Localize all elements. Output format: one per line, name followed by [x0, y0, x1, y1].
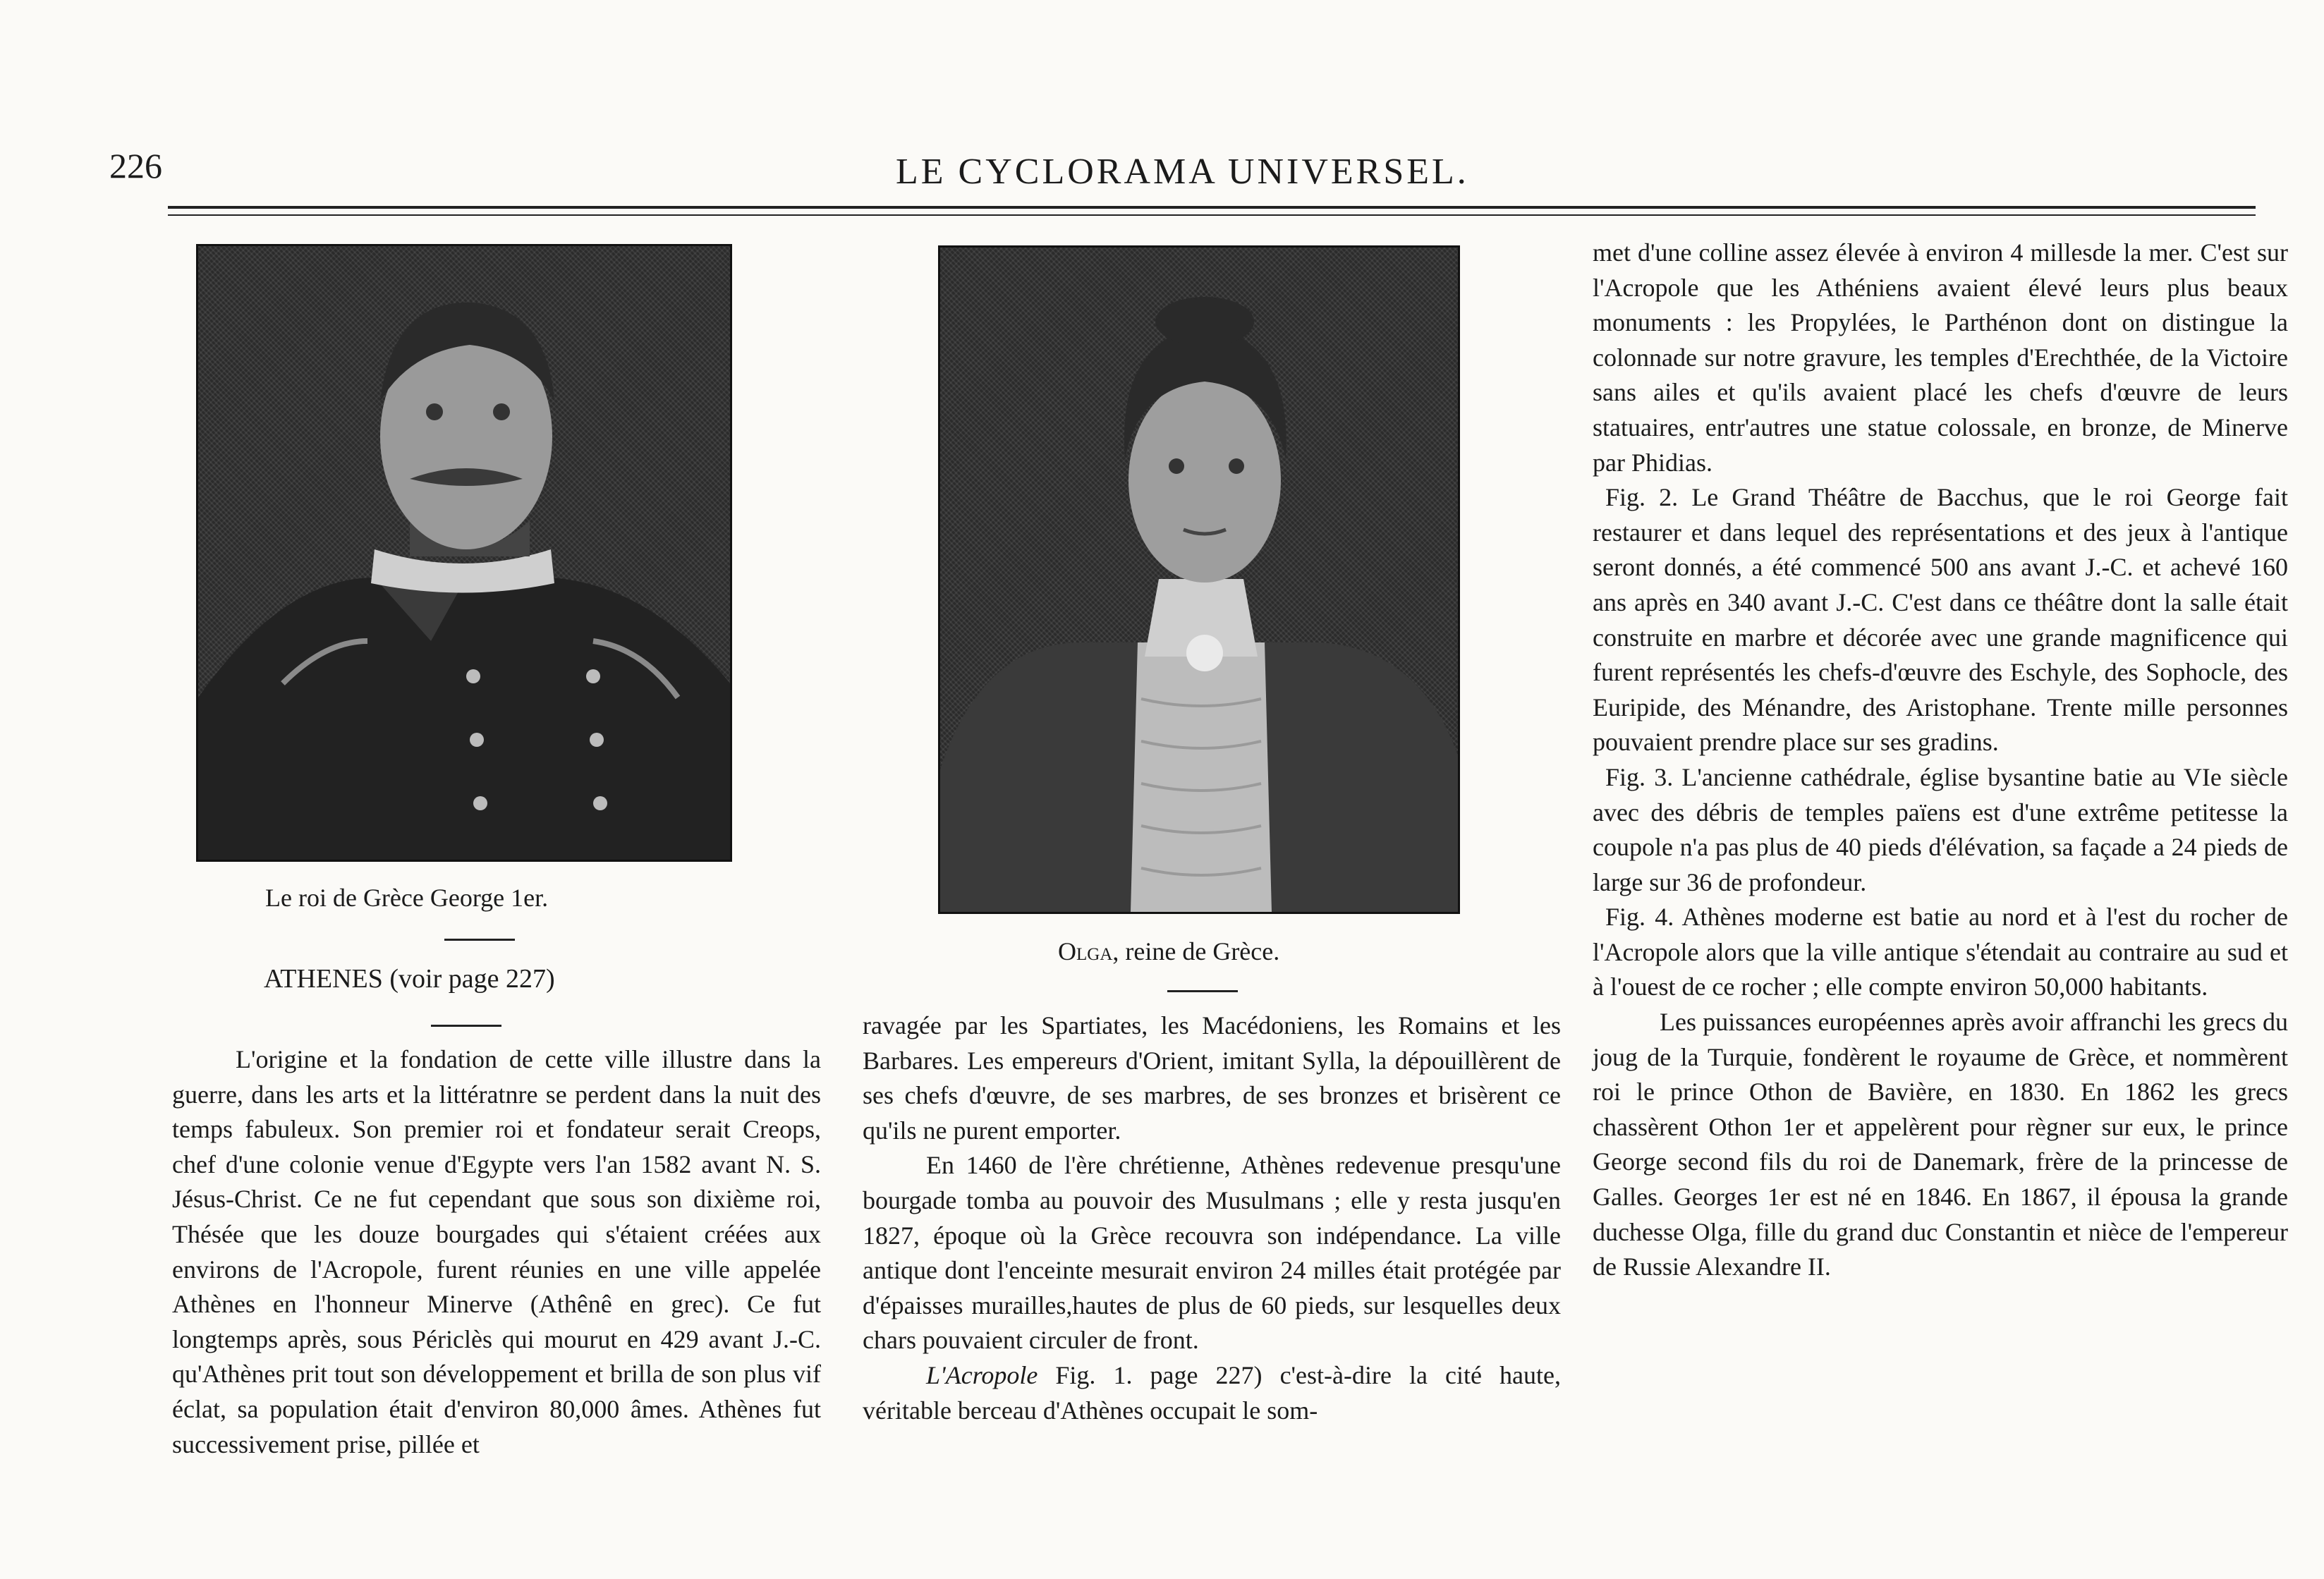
section-heading: ATHENES (voir page 227) [264, 964, 555, 994]
paragraph-fig-3: Fig. 3. L'ancienne cathédrale, église bysantine batie au VIe siècle avec des débris de temples païens est d'une extrême petitesse la coupole n'a pas plus de 40 pieds d'élévation, sa façade a 24 pieds de large sur 36 de profondeur. [1593, 762, 2288, 896]
text-column-left [172, 1042, 821, 1462]
header-rule-thick [168, 206, 2256, 209]
queen-caption-rest: reine de Grèce. [1119, 937, 1280, 965]
queen-caption-divider [1167, 990, 1238, 992]
running-title: LE CYCLORAMA UNIVERSEL. [896, 152, 1469, 192]
text-column-right [1593, 236, 2288, 1285]
paragraph-1460: En 1460 de l'ère chrétienne, Athènes redevenue presqu'une bourgade tomba au pouvoir des Musulmans ; elle y resta jusqu'en 1827, époque où la Grèce recouvra son indépendance. La ville antique dont l'enceinte mesurait environ 24 milles était protégée par d'épaisses murailles,hautes de plus de 60 pieds, sur lesquelles deux chars pouvaient circuler de front. [863, 1151, 1561, 1355]
paragraph-athens-origin: L'origine et la fondation de cette ville illustre dans la guerre, dans les arts et la littératnre se perdent dans la nuit des temps fabuleux. Son premier roi et fondateur serait Creops, chef d'une colonie venue d'Egypte vers l'an 1582 avant N. S. Jésus-Christ. Ce ne fut cependant que sous son dixième roi, Thésée que les douze bourgades qui s'étaient créées aux environs de l'Acropole, furent réunies en une ville appelée Athènes en l'honneur Minerve (Athênê en grec). Ce fut longtemps après, sous Périclès qui mourut en 429 avant J.-C. qu'Athènes prit tout son développement et brilla de son plus vif éclat, sa population était d'environ 80,000 âmes. Athènes fut successivement prise, pillée et [172, 1045, 821, 1458]
paragraph-continuation: ravagée par les Spartiates, les Macédoniens, les Romains et les Barbares. Les empereurs d'Orient, imitant Sylla, la dépouillèrent de ses chefs d'œuvre, de ses marbres, de ses bronzes et brisèrent ce qu'ils ne purent emporter. [863, 1011, 1561, 1145]
heading-divider [431, 1025, 501, 1027]
paragraph-acropole-continued: met d'une colline assez élevée à environ 4 millesde la mer. C'est sur l'Acropole que les Athéniens avaient élevé leurs plus beaux monuments : les Propylées, le Parthénon dont on distingue la colonnade sur notre gravure, les temples d'Erechthée, de la Victoire sans ailes et qu'ils avaient placé les chefs d'œuvre de leurs statuaires, entr'autres une statue colossale, en bronze, de Minerve par Phidias. [1593, 238, 2288, 477]
acropole-heading: L'Acropole [926, 1360, 1038, 1389]
paragraph-acropole [863, 1358, 1561, 1428]
caption-divider [444, 939, 515, 941]
queen-caption-name: Olga, [1058, 937, 1119, 965]
acropole-text: Fig. 1. page 227) c'est-à-dire la cité haute, véritable berceau d'Athènes occupait le som- [863, 1360, 1561, 1425]
king-portrait-image [196, 244, 732, 862]
queen-caption [1058, 937, 1279, 966]
page-number: 226 [109, 146, 162, 185]
king-caption: Le roi de Grèce George 1er. [265, 884, 549, 912]
paragraph-european-powers: Les puissances européennes après avoir affranchi les grecs du joug de la Turquie, fondèrent le royaume de Grèce, et nommèrent roi le prince Othon de Bavière, en 1830. En 1862 les grecs chassèrent Othon 1er et appelèrent pour règner sur eux, le prince George second fils du roi de Danemark, frère de la princesse de Galles. Georges 1er est né en 1846. En 1867, il épousa la grande duchesse Olga, fille du grand duc Constantin et nièce de l'empereur de Russie Alexandre II. [1593, 1008, 2288, 1281]
paragraph-fig-4: Fig. 4. Athènes moderne est batie au nord et à l'est du rocher de l'Acropole alors que la ville antique s'étendait au contraire au sud et à l'ouest de ce rocher ; elle compte environ 50,000 habitants. [1593, 903, 2288, 1001]
header-rule-thin [168, 214, 2256, 216]
paragraph-fig-2: Fig. 2. Le Grand Théâtre de Bacchus, que le roi George fait restaurer et dans lequel des représentations et des jeux à l'antique seront donnés, a été commencé 500 ans avant J.-C. et achevé 160 ans après en 340 avant J.-C. C'est dans ce théâtre dont la salle était construite en marbre et décorée avec une grande magnificence qui furent représentés les chefs-d'œuvre des Eschyle, des Sophocle, des Euripide, des Ménandre, des Aristophane. Trente mille personnes pouvaient prendre place sur ses gradins. [1593, 483, 2288, 757]
queen-portrait-image [938, 245, 1460, 914]
text-column-middle [863, 1008, 1561, 1428]
